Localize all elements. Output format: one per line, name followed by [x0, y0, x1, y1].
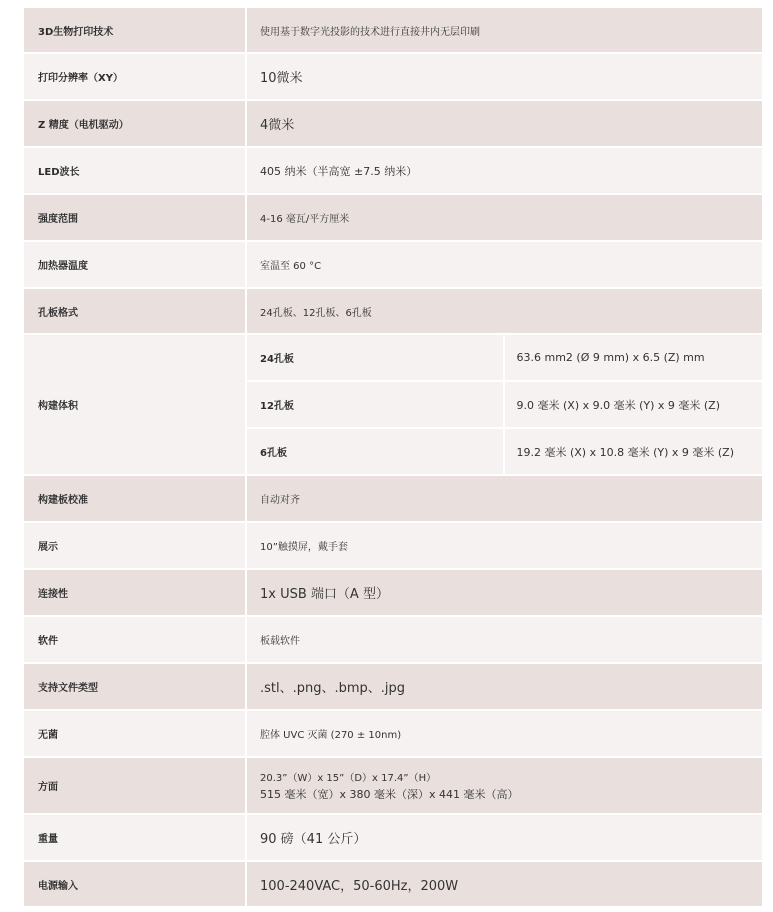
- spec-value: 室温至 60 °C: [247, 242, 762, 289]
- build-volume-plate: 12孔板: [247, 382, 505, 429]
- spec-label: 重量: [24, 815, 247, 862]
- spec-row-power: [24, 862, 762, 908]
- spec-row-heater: [24, 242, 762, 289]
- spec-label: 支持文件类型: [24, 664, 247, 711]
- spec-row-led-wavelength: [24, 148, 762, 195]
- spec-label: 方面: [24, 758, 247, 815]
- spec-label: 电源输入: [24, 862, 247, 908]
- build-volume-plate: 24孔板: [247, 335, 505, 382]
- spec-label: 软件: [24, 617, 247, 664]
- spec-row-technology: [24, 8, 762, 54]
- dimensions-millimeters: 515 毫米（宽）x 380 毫米（深）x 441 毫米（高）: [260, 788, 519, 801]
- spec-value: [247, 758, 762, 815]
- spec-label: 连接性: [24, 570, 247, 617]
- dimensions-inches: 20.3”（W）x 15”（D）x 17.4”（H）: [260, 773, 437, 784]
- spec-row-xy-resolution: [24, 54, 762, 101]
- build-volume-value: 9.0 毫米 (X) x 9.0 毫米 (Y) x 9 毫米 (Z): [505, 382, 763, 429]
- spec-row-dimensions: [24, 758, 762, 815]
- spec-value: 4-16 毫瓦/平方厘米: [247, 195, 762, 242]
- spec-value: 10”触摸屏，戴手套: [247, 523, 762, 570]
- spec-value: .stl、.png、.bmp、.jpg: [247, 664, 762, 711]
- spec-label: 展示: [24, 523, 247, 570]
- spec-row-file-types: [24, 664, 762, 711]
- spec-row-plate-format: [24, 289, 762, 335]
- spec-value: 1x USB 端口（A 型）: [247, 570, 762, 617]
- spec-row-software: [24, 617, 762, 664]
- spec-value: 腔体 UVC 灭菌 (270 ± 10nm): [247, 711, 762, 758]
- spec-label: 强度范围: [24, 195, 247, 242]
- spec-label: LED波长: [24, 148, 247, 195]
- build-volume-value: 63.6 mm2 (Ø 9 mm) x 6.5 (Z) mm: [505, 335, 763, 382]
- spec-value: 4微米: [247, 101, 762, 148]
- spec-label: 构建板校准: [24, 476, 247, 523]
- spec-row-weight: [24, 815, 762, 862]
- spec-row-display: [24, 523, 762, 570]
- build-volume-value: 19.2 毫米 (X) x 10.8 毫米 (Y) x 9 毫米 (Z): [505, 429, 763, 476]
- spec-table: [24, 8, 762, 908]
- spec-row-intensity: [24, 195, 762, 242]
- spec-value: 使用基于数字光投影的技术进行直接井内无层印刷: [247, 8, 762, 54]
- spec-row-z-precision: [24, 101, 762, 148]
- spec-value: 90 磅（41 公斤）: [247, 815, 762, 862]
- spec-value: 100-240VAC，50-60Hz，200W: [247, 862, 762, 908]
- spec-value: 板载软件: [247, 617, 762, 664]
- spec-label: 加热器温度: [24, 242, 247, 289]
- spec-row-connectivity: [24, 570, 762, 617]
- spec-row-build-volume: [24, 335, 762, 382]
- spec-label: 打印分辨率（XY）: [24, 54, 247, 101]
- spec-label: 3D生物打印技术: [24, 8, 247, 54]
- spec-row-calibration: [24, 476, 762, 523]
- spec-label: 无菌: [24, 711, 247, 758]
- spec-label: 构建体积: [24, 335, 247, 476]
- spec-value: 自动对齐: [247, 476, 762, 523]
- spec-row-sterile: [24, 711, 762, 758]
- spec-label: 孔板格式: [24, 289, 247, 335]
- spec-value: 24孔板、12孔板、6孔板: [247, 289, 762, 335]
- spec-value: 10微米: [247, 54, 762, 101]
- spec-value: 405 纳米（半高宽 ±7.5 纳米）: [247, 148, 762, 195]
- spec-label: Z 精度（电机驱动）: [24, 101, 247, 148]
- build-volume-plate: 6孔板: [247, 429, 505, 476]
